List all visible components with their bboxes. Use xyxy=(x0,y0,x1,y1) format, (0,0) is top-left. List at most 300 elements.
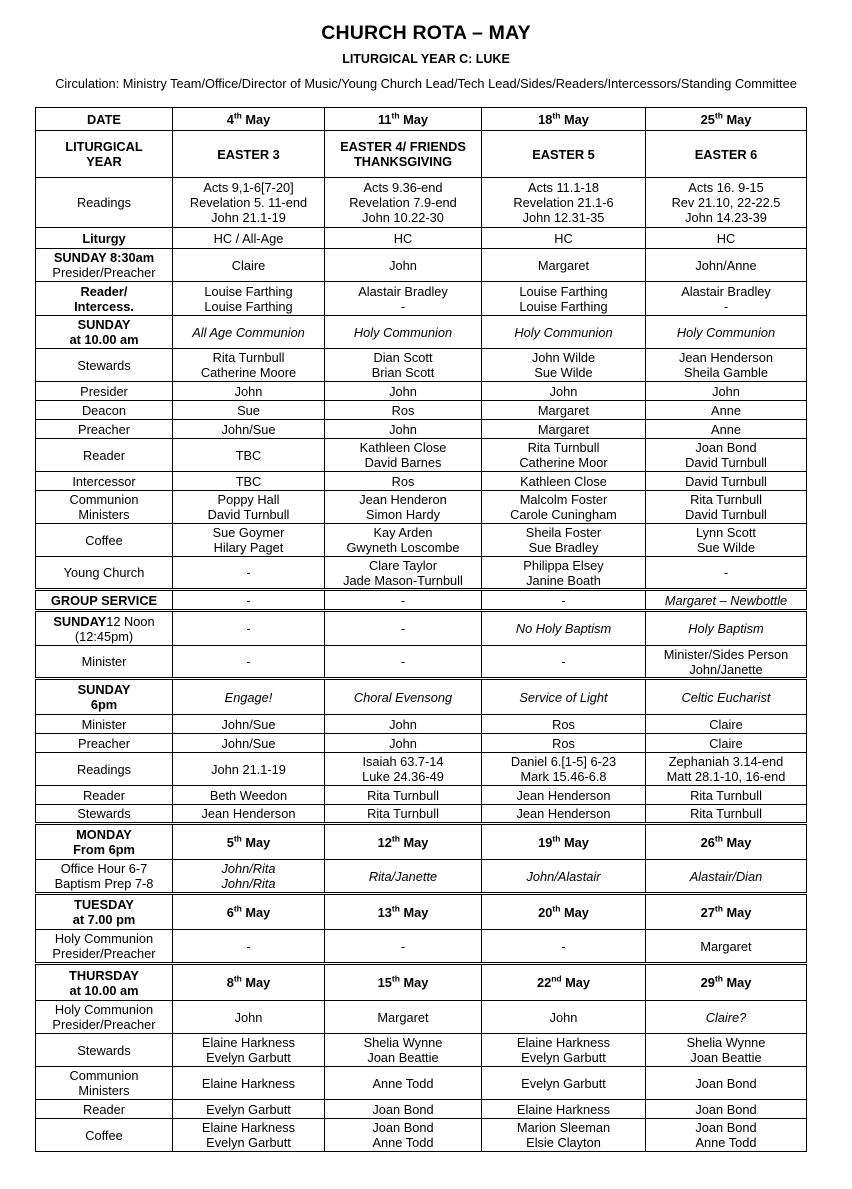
cell-text: Claire xyxy=(231,257,266,273)
table-cell xyxy=(646,1067,807,1100)
date-suffix: th xyxy=(714,973,723,984)
table-cell xyxy=(173,228,325,249)
cell-text: Margaret xyxy=(377,1009,429,1025)
row-label-line: Coffee xyxy=(85,1127,123,1143)
row-label-line: Presider/Preacher xyxy=(52,1017,156,1032)
table-cell xyxy=(173,1119,325,1152)
cell-text: Carole Cuningham xyxy=(510,507,617,522)
table-cell xyxy=(325,715,482,734)
cell-text: Joan Bond xyxy=(372,1120,434,1135)
table-cell xyxy=(173,382,325,401)
cell-text: - xyxy=(561,654,566,669)
table-cell xyxy=(325,131,482,178)
date-month: May xyxy=(561,975,591,990)
cell-text: David Turnbull xyxy=(685,455,767,470)
table-cell xyxy=(173,108,325,131)
cell-text: John 12.31-35 xyxy=(522,210,605,225)
table-row xyxy=(36,1119,807,1152)
row-label-line: Stewards xyxy=(77,1042,131,1058)
date-suffix: th xyxy=(391,973,400,984)
table-cell xyxy=(325,349,482,382)
table-cell xyxy=(482,1001,646,1034)
table-row xyxy=(36,734,807,753)
cell-text: John xyxy=(389,716,417,732)
date-month: May xyxy=(399,834,429,850)
cell-text: John Wilde xyxy=(531,350,596,365)
row-label xyxy=(36,420,173,439)
cell-text: Rita/Janette xyxy=(368,868,438,884)
cell-text: Marion Sleeman xyxy=(516,1120,611,1135)
cell-text: John/Sue xyxy=(221,735,276,751)
cell-text: Anne Todd xyxy=(372,1075,434,1091)
cell-text: John 14.23-39 xyxy=(685,210,767,225)
table-row xyxy=(36,1034,807,1067)
cell-text: Margaret – Newbottle xyxy=(664,592,788,608)
table-cell xyxy=(482,679,646,715)
table-cell xyxy=(482,646,646,679)
cell-text: Joan Bond xyxy=(372,1101,434,1117)
cell-text: Philippa Elsey xyxy=(523,557,604,573)
row-label xyxy=(36,439,173,472)
table-cell xyxy=(173,472,325,491)
table-cell xyxy=(646,590,807,611)
cell-text: Celtic Eucharist xyxy=(681,689,771,705)
cell-text: Isaiah 63.7-14 xyxy=(362,754,444,769)
date-suffix: th xyxy=(552,903,561,914)
cell-text: Acts 9,1-6[7-20] xyxy=(203,180,294,195)
table-row xyxy=(36,382,807,401)
table-cell xyxy=(325,491,482,524)
date-suffix: th xyxy=(552,833,561,844)
cell-text: Lynn Scott xyxy=(696,525,756,540)
cell-text: Catherine Moore xyxy=(200,365,297,380)
table-cell xyxy=(325,611,482,646)
cell-text: Minister/Sides Person xyxy=(663,646,789,662)
row-label-line: Communion xyxy=(69,492,139,507)
date-suffix: th xyxy=(233,833,242,844)
table-cell xyxy=(646,679,807,715)
table-cell xyxy=(325,557,482,590)
cell-text: Elaine Harkness xyxy=(201,1075,296,1091)
row-label-line: Office Hour 6-7 xyxy=(60,861,148,876)
row-label-line: Stewards xyxy=(77,357,131,373)
cell-text: Sue Wilde xyxy=(534,365,593,380)
cell-text: Elaine Harkness xyxy=(201,1035,296,1050)
table-cell xyxy=(482,715,646,734)
cell-text: Shelia Wynne xyxy=(686,1035,766,1050)
row-label-line: Intercess. xyxy=(74,298,134,314)
row-label-day: SUNDAY xyxy=(53,613,107,629)
row-label-line: GROUP SERVICE xyxy=(50,592,158,608)
table-row xyxy=(36,894,807,930)
cell-text: David Turnbull xyxy=(685,507,767,522)
table-cell xyxy=(325,282,482,316)
cell-text: - xyxy=(246,621,251,636)
cell-text: - xyxy=(400,298,406,314)
cell-text: Jean Henderson xyxy=(201,806,296,821)
row-label-line: 6pm xyxy=(90,697,118,712)
table-cell xyxy=(325,930,482,964)
cell-text: John xyxy=(549,1009,578,1025)
table-row xyxy=(36,679,807,715)
table-row xyxy=(36,228,807,249)
cell-text: David Turnbull xyxy=(207,507,290,522)
table-cell xyxy=(646,282,807,316)
table-row xyxy=(36,282,807,316)
row-label-line: Presider/Preacher xyxy=(52,946,156,961)
cell-text: Jean Henderon xyxy=(359,492,447,507)
cell-text: David Barnes xyxy=(364,455,442,470)
cell-text: TBC xyxy=(235,473,262,489)
table-cell xyxy=(646,1100,807,1119)
row-label-line: Stewards xyxy=(77,806,131,821)
table-cell xyxy=(482,420,646,439)
cell-text: Anne Todd xyxy=(695,1135,757,1150)
table-cell xyxy=(482,524,646,557)
cell-text: Ros xyxy=(552,735,575,751)
cell-text: - xyxy=(400,938,406,954)
table-cell xyxy=(173,491,325,524)
date-day: 5 xyxy=(226,834,234,850)
table-cell xyxy=(325,1034,482,1067)
date-month: May xyxy=(560,904,589,920)
row-label xyxy=(36,316,173,349)
table-cell xyxy=(646,734,807,753)
table-cell xyxy=(482,316,646,349)
row-label xyxy=(36,491,173,524)
date-day: 20 xyxy=(538,904,553,920)
cell-text: - xyxy=(723,298,729,314)
cell-text: Alastair Bradley xyxy=(358,283,448,299)
cell-text: No Holy Baptism xyxy=(515,621,612,636)
date-day: 12 xyxy=(377,834,392,850)
cell-text: Ros xyxy=(552,716,575,732)
date-day: 19 xyxy=(538,834,553,850)
rota-table xyxy=(35,107,807,1152)
table-cell xyxy=(173,805,325,824)
row-label xyxy=(36,734,173,753)
row-label-line: at 10.00 am xyxy=(69,332,139,347)
cell-text: John xyxy=(389,257,417,273)
table-row xyxy=(36,824,807,860)
cell-text: John/Alastair xyxy=(526,868,601,884)
table-cell xyxy=(482,382,646,401)
cell-text: Rita Turnbull xyxy=(690,492,762,507)
cell-text: Jade Mason-Turnbull xyxy=(343,572,463,588)
table-row xyxy=(36,249,807,282)
date-day: 29 xyxy=(700,975,715,990)
row-label xyxy=(36,930,173,964)
row-label xyxy=(36,590,173,611)
row-label-line: Minister xyxy=(81,654,127,669)
table-cell xyxy=(646,753,807,786)
cell-text: Shelia Wynne xyxy=(363,1035,443,1050)
table-cell xyxy=(646,178,807,228)
cell-text: - xyxy=(400,654,406,669)
row-label xyxy=(36,401,173,420)
cell-text: Elaine Harkness xyxy=(516,1035,611,1050)
date-month: May xyxy=(399,111,428,127)
row-label-line: Minister xyxy=(81,716,127,732)
table-row xyxy=(36,1067,807,1100)
cell-text: Louise Farthing xyxy=(204,283,293,299)
cell-text: Elaine Harkness xyxy=(516,1101,611,1117)
row-label xyxy=(36,646,173,679)
table-cell xyxy=(173,679,325,715)
cell-text: - xyxy=(400,592,406,608)
row-label-line: From 6pm xyxy=(73,842,135,857)
table-cell xyxy=(325,1100,482,1119)
row-label-line: Readings xyxy=(76,195,132,210)
table-row xyxy=(36,472,807,491)
table-cell xyxy=(325,178,482,228)
cell-text: Jean Henderson xyxy=(679,350,773,365)
table-cell xyxy=(646,228,807,249)
cell-text: Kathleen Close xyxy=(359,440,447,455)
row-label-line: Communion xyxy=(69,1068,139,1083)
row-label xyxy=(36,472,173,491)
cell-text: Holy Communion xyxy=(676,324,776,340)
table-cell xyxy=(482,590,646,611)
table-cell xyxy=(173,930,325,964)
cell-text: John/Rita xyxy=(221,876,276,891)
row-label-line: YEAR xyxy=(86,154,122,169)
row-label-line: Ministers xyxy=(78,1083,130,1098)
cell-text: Joan Beattie xyxy=(690,1050,762,1065)
date-day: 22 xyxy=(536,975,552,990)
row-label-line: Deacon xyxy=(81,402,127,418)
table-row xyxy=(36,131,807,178)
cell-text: EASTER 5 xyxy=(532,146,595,162)
cell-text: John 10.22-30 xyxy=(362,210,444,225)
cell-text: Rita Turnbull xyxy=(367,806,439,821)
cell-text: Louise Farthing xyxy=(204,298,293,314)
date-day: 13 xyxy=(377,904,392,920)
table-cell xyxy=(482,1119,646,1152)
cell-text: Claire? xyxy=(705,1009,747,1025)
date-suffix: th xyxy=(233,110,242,121)
cell-text: Ros xyxy=(391,473,415,489)
cell-text: All Age Communion xyxy=(192,324,305,340)
row-label xyxy=(36,108,173,131)
table-cell xyxy=(325,679,482,715)
table-cell xyxy=(325,860,482,894)
table-cell xyxy=(646,824,807,860)
cell-text: Margaret xyxy=(537,421,590,437)
table-cell xyxy=(173,316,325,349)
table-row xyxy=(36,805,807,824)
date-month: May xyxy=(722,904,752,920)
cell-text: Rita Turnbull xyxy=(212,350,285,365)
table-row xyxy=(36,964,807,1001)
table-cell xyxy=(482,439,646,472)
cell-text: HC / All-Age xyxy=(213,230,284,246)
cell-text: Rita Turnbull xyxy=(690,806,762,821)
table-cell xyxy=(325,1119,482,1152)
table-cell xyxy=(173,282,325,316)
cell-text: John xyxy=(234,383,263,399)
table-cell xyxy=(646,524,807,557)
table-cell xyxy=(173,349,325,382)
row-label xyxy=(36,228,173,249)
date-suffix: th xyxy=(714,833,723,844)
table-row xyxy=(36,401,807,420)
date-suffix: nd xyxy=(551,973,562,984)
date-month: May xyxy=(241,975,271,990)
cell-text: Anne xyxy=(711,421,741,437)
cell-text: Sheila Foster xyxy=(525,525,602,540)
row-label-time: 12 Noon xyxy=(106,613,155,629)
table-cell xyxy=(646,349,807,382)
table-cell xyxy=(325,249,482,282)
row-label xyxy=(36,1119,173,1152)
row-label-line: Reader/ xyxy=(80,283,128,299)
table-cell xyxy=(173,734,325,753)
cell-text: Evelyn Garbutt xyxy=(521,1050,606,1065)
row-label xyxy=(36,786,173,805)
cell-text: - xyxy=(246,565,251,580)
row-label xyxy=(36,1067,173,1100)
cell-text: David Turnbull xyxy=(685,473,767,489)
cell-text: John/Anne xyxy=(695,257,757,273)
row-label-line: Intercessor xyxy=(72,473,136,489)
cell-text: Alastair/Dian xyxy=(689,868,763,884)
table-cell xyxy=(325,228,482,249)
table-cell xyxy=(646,382,807,401)
cell-text: Ros xyxy=(391,402,415,418)
cell-text: Elaine Harkness xyxy=(201,1120,296,1135)
cell-text: Brian Scott xyxy=(371,365,435,380)
table-cell xyxy=(325,805,482,824)
table-cell xyxy=(646,420,807,439)
date-month: May xyxy=(241,834,271,850)
table-cell xyxy=(173,715,325,734)
row-label-line: Young Church xyxy=(63,565,145,580)
cell-text: EASTER 6 xyxy=(694,146,758,162)
cell-text: - xyxy=(561,938,566,954)
table-cell xyxy=(646,1119,807,1152)
row-label xyxy=(36,178,173,228)
row-label-line: Presider xyxy=(80,383,128,399)
table-cell xyxy=(173,753,325,786)
cell-text: Revelation 5. 11-end xyxy=(189,195,308,210)
cell-text: Rita Turnbull xyxy=(690,787,762,803)
table-cell xyxy=(482,1067,646,1100)
table-cell xyxy=(173,894,325,930)
row-label xyxy=(36,715,173,734)
date-month: May xyxy=(560,834,589,850)
cell-text: Evelyn Garbutt xyxy=(206,1050,291,1065)
cell-text: Louise Farthing xyxy=(519,298,608,314)
row-label-line: THURSDAY xyxy=(69,967,139,983)
table-cell xyxy=(325,382,482,401)
cell-text: HC xyxy=(554,230,573,246)
cell-text: HC xyxy=(393,230,413,246)
table-cell xyxy=(482,472,646,491)
table-row xyxy=(36,646,807,679)
cell-text: Alastair Bradley xyxy=(681,283,771,299)
table-cell xyxy=(325,1001,482,1034)
cell-text: - xyxy=(246,654,251,669)
cell-text: EASTER 4/ FRIENDS xyxy=(340,139,466,154)
cell-text: Luke 24.36-49 xyxy=(362,769,444,784)
cell-text: Engage! xyxy=(224,689,273,705)
row-label-line: Coffee xyxy=(85,532,123,548)
row-label-line: Ministers xyxy=(78,507,130,522)
date-day: 11 xyxy=(377,111,392,127)
cell-text: Joan Beattie xyxy=(367,1050,439,1065)
date-month: May xyxy=(722,834,752,850)
cell-text: Margaret xyxy=(700,938,752,954)
cell-text: John xyxy=(389,421,417,437)
cell-text: John xyxy=(549,383,578,399)
cell-text: Gwyneth Loscombe xyxy=(346,540,460,555)
table-cell xyxy=(646,930,807,964)
table-cell xyxy=(173,178,325,228)
table-row xyxy=(36,715,807,734)
table-row xyxy=(36,108,807,131)
cell-text: Choral Evensong xyxy=(353,689,453,705)
row-label-line: (12:45pm) xyxy=(74,628,134,644)
table-cell xyxy=(646,611,807,646)
row-label-line: Reader xyxy=(83,447,125,463)
cell-text: Claire xyxy=(709,716,743,732)
table-cell xyxy=(646,439,807,472)
row-label-line: Liturgy xyxy=(82,230,126,246)
cell-text: Jean Henderson xyxy=(516,806,611,821)
date-suffix: th xyxy=(233,903,242,914)
table-cell xyxy=(173,611,325,646)
row-label xyxy=(36,524,173,557)
cell-text: John xyxy=(712,383,740,399)
date-day: 6 xyxy=(226,904,234,920)
cell-text: Sue Goymer xyxy=(212,525,285,540)
table-cell xyxy=(325,401,482,420)
table-cell xyxy=(646,715,807,734)
table-cell xyxy=(173,590,325,611)
row-label xyxy=(36,249,173,282)
row-label-line: Preacher xyxy=(78,421,130,437)
cell-text: Revelation 21.1-6 xyxy=(513,195,614,210)
row-label xyxy=(36,557,173,590)
table-cell xyxy=(646,472,807,491)
row-label-line: Presider/Preacher xyxy=(52,265,156,280)
date-day: 25 xyxy=(700,111,715,127)
table-cell xyxy=(482,1034,646,1067)
table-cell xyxy=(646,1034,807,1067)
date-month: May xyxy=(722,975,752,990)
row-label-line: SUNDAY 8:30am xyxy=(53,250,155,265)
table-cell xyxy=(325,753,482,786)
table-cell xyxy=(173,824,325,860)
row-label xyxy=(36,805,173,824)
cell-text: Rev 21.10, 22-22.5 xyxy=(671,195,781,210)
cell-text: Margaret xyxy=(537,402,590,418)
date-day: 27 xyxy=(700,904,715,920)
table-cell xyxy=(646,401,807,420)
cell-text: Rita Turnbull xyxy=(367,787,439,803)
cell-text: Sheila Gamble xyxy=(684,365,768,380)
row-label-line: Holy Communion xyxy=(54,1002,154,1017)
table-cell xyxy=(482,349,646,382)
cell-text: Sue Bradley xyxy=(528,540,599,555)
table-row xyxy=(36,420,807,439)
table-row xyxy=(36,524,807,557)
row-label xyxy=(36,282,173,316)
cell-text: John 21.1-19 xyxy=(211,761,286,777)
cell-text: Acts 9.36-end xyxy=(363,180,443,195)
date-month: May xyxy=(560,111,589,127)
